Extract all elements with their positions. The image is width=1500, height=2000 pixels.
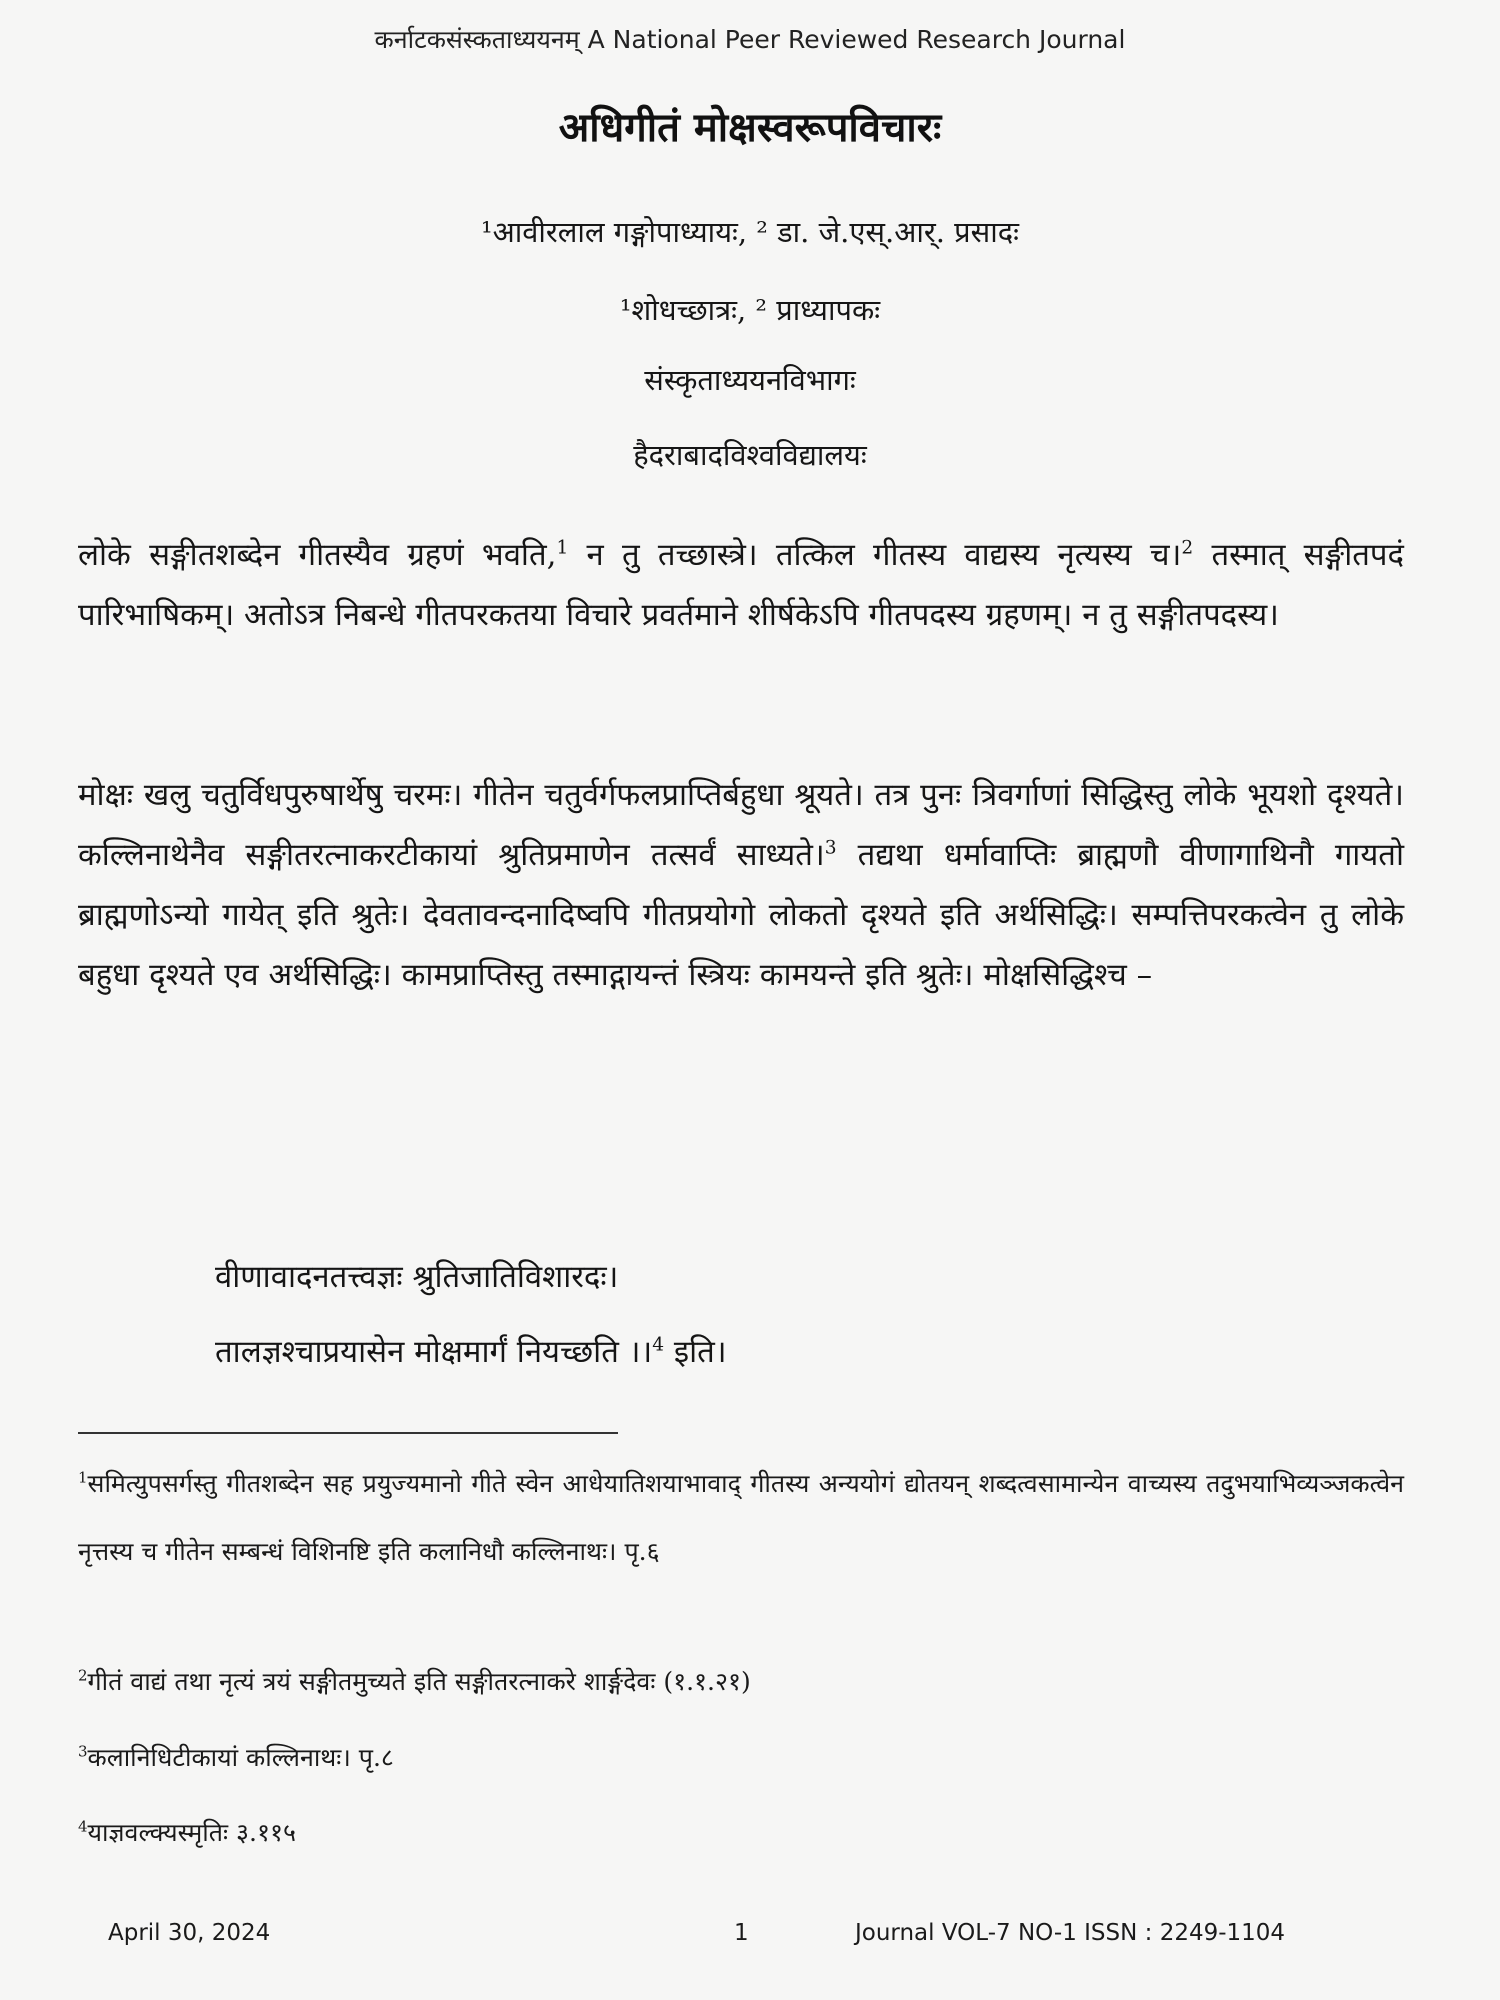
footnote-4 [78,1815,1404,1849]
footnote-1-number: 1 [78,1468,88,1487]
footnote-4-number: 4 [78,1817,88,1836]
p1-text-c: तस्मात् सङ्गीतपदं पारिभाषिकम्। अतोऽत्र निबन्धे गीतपरकतया विचारे प्रवर्तमाने शीर्षकेऽपि गीतपदस्य ग्रहणम्। न तु सङ्गीतपदस्य। [78,537,1404,633]
footnote-1-text: समित्युपसर्गस्तु गीतशब्देन सह प्रयुज्यमानो गीते स्वेन आधेयातिशयाभावाद् गीतस्य अन्ययोगं द्योतयन् शब्दत्वसामान्येन वाच्यस्य तदुभयाभिव्यञ्जकत्वेन नृत्तस्य च गीतेन सम्बन्धं विशिनष्टि इति कलानिधौ कल्लिनाथः। पृ.६ [78,1469,1404,1566]
p2-text-a: मोक्षः खलु चतुर्विधपुरुषार्थेषु चरमः। गीतेन चतुर्वर्गफलप्राप्तिर्बहुधा श्रूयते। तत्र पुनः त्रिवर्गाणां सिद्धिस्तु लोके भूयशो दृश्यते। कल्लिनाथेनैव सङ्गीतरत्नाकरटीकायां श्रुतिप्रमाणेन तत्सर्वं साध्यते। [78,777,1404,873]
footnote-ref-3[interactable]: 3 [824,837,837,859]
footnote-1 [78,1450,1404,1586]
footnote-4-text: याज्ञवल्क्यस्मृतिः ३.११५ [87,1818,296,1847]
verse-2-iti: इति। [664,1334,727,1370]
body-paragraph-1 [78,525,1404,645]
department: संस्कृताध्ययनविभागः [644,363,856,397]
verse-2-text: तालज्ञश्चाप्रयासेन मोक्षमार्गं नियच्छति ।। [215,1334,653,1370]
footnote-2-number: 2 [78,1666,88,1685]
university: हैदराबादविश्वविद्यालयः [633,438,867,472]
p1-text-b: न तु तच्छास्त्रे। तत्किल गीतस्य वाद्यस्य नृत्यस्य च। [568,537,1182,573]
running-head: कर्नाटकसंस्कताध्ययनम् A National Peer Reviewed Research Journal [374,25,1126,54]
article-title: अधिगीतं मोक्षस्वरूपविचारः [558,104,942,151]
footnote-3-text: कलानिधिटीकायां कल्लिनाथः। पृ.८ [87,1743,394,1772]
footnote-separator [78,1432,618,1434]
footnote-ref-2[interactable]: 2 [1181,537,1194,559]
body-paragraph-2 [78,765,1404,1005]
footnote-3 [78,1740,1404,1774]
p1-text-a: लोके सङ्गीतशब्देन गीतस्यैव ग्रहणं भवति, [78,537,557,573]
footnote-2 [78,1664,1404,1698]
footer-date: April 30, 2024 [108,1920,271,1946]
footnote-ref-4[interactable]: 4 [652,1334,665,1356]
verse-line-2 [215,1330,727,1372]
footnote-3-number: 3 [78,1742,88,1761]
footer-page-number: 1 [734,1920,749,1946]
p2-text-b: तद्यथा धर्मावाप्तिः ब्राह्मणौ वीणागाथिनौ गायतो ब्राह्मणोऽन्यो गायेत् इति श्रुतेः। देवतावन्दनादिष्वपि गीतप्रयोगो लोकतो दृश्यते इति अर्थसिद्धिः। सम्पत्तिपरकत्वेन तु लोके बहुधा दृश्यते एव अर्थसिद्धिः। कामप्राप्तिस्तु तस्माद्गायन्तं स्त्रियः कामयन्ते इति श्रुतेः। मोक्षसिद्धिश्च – [78,837,1405,993]
author-roles: ¹शोधच्छात्रः, ² प्राध्यापकः [619,293,881,327]
footer-journal-info: Journal VOL-7 NO-1 ISSN : 2249-1104 [855,1920,1286,1946]
footnote-ref-1[interactable]: 1 [556,537,569,559]
author-line: ¹आवीरलाल गङ्गोपाध्यायः, ² डा. जे.एस्.आर्. प्रसादः [480,215,1020,249]
footnote-2-text: गीतं वाद्यं तथा नृत्यं त्रयं सङ्गीतमुच्यते इति सङ्गीतरत्नाकरे शार्ङ्गदेवः (१.१.२१) [87,1667,751,1696]
verse-line-1: वीणावादनतत्त्वज्ञः श्रुतिजातिविशारदः। [215,1259,619,1295]
